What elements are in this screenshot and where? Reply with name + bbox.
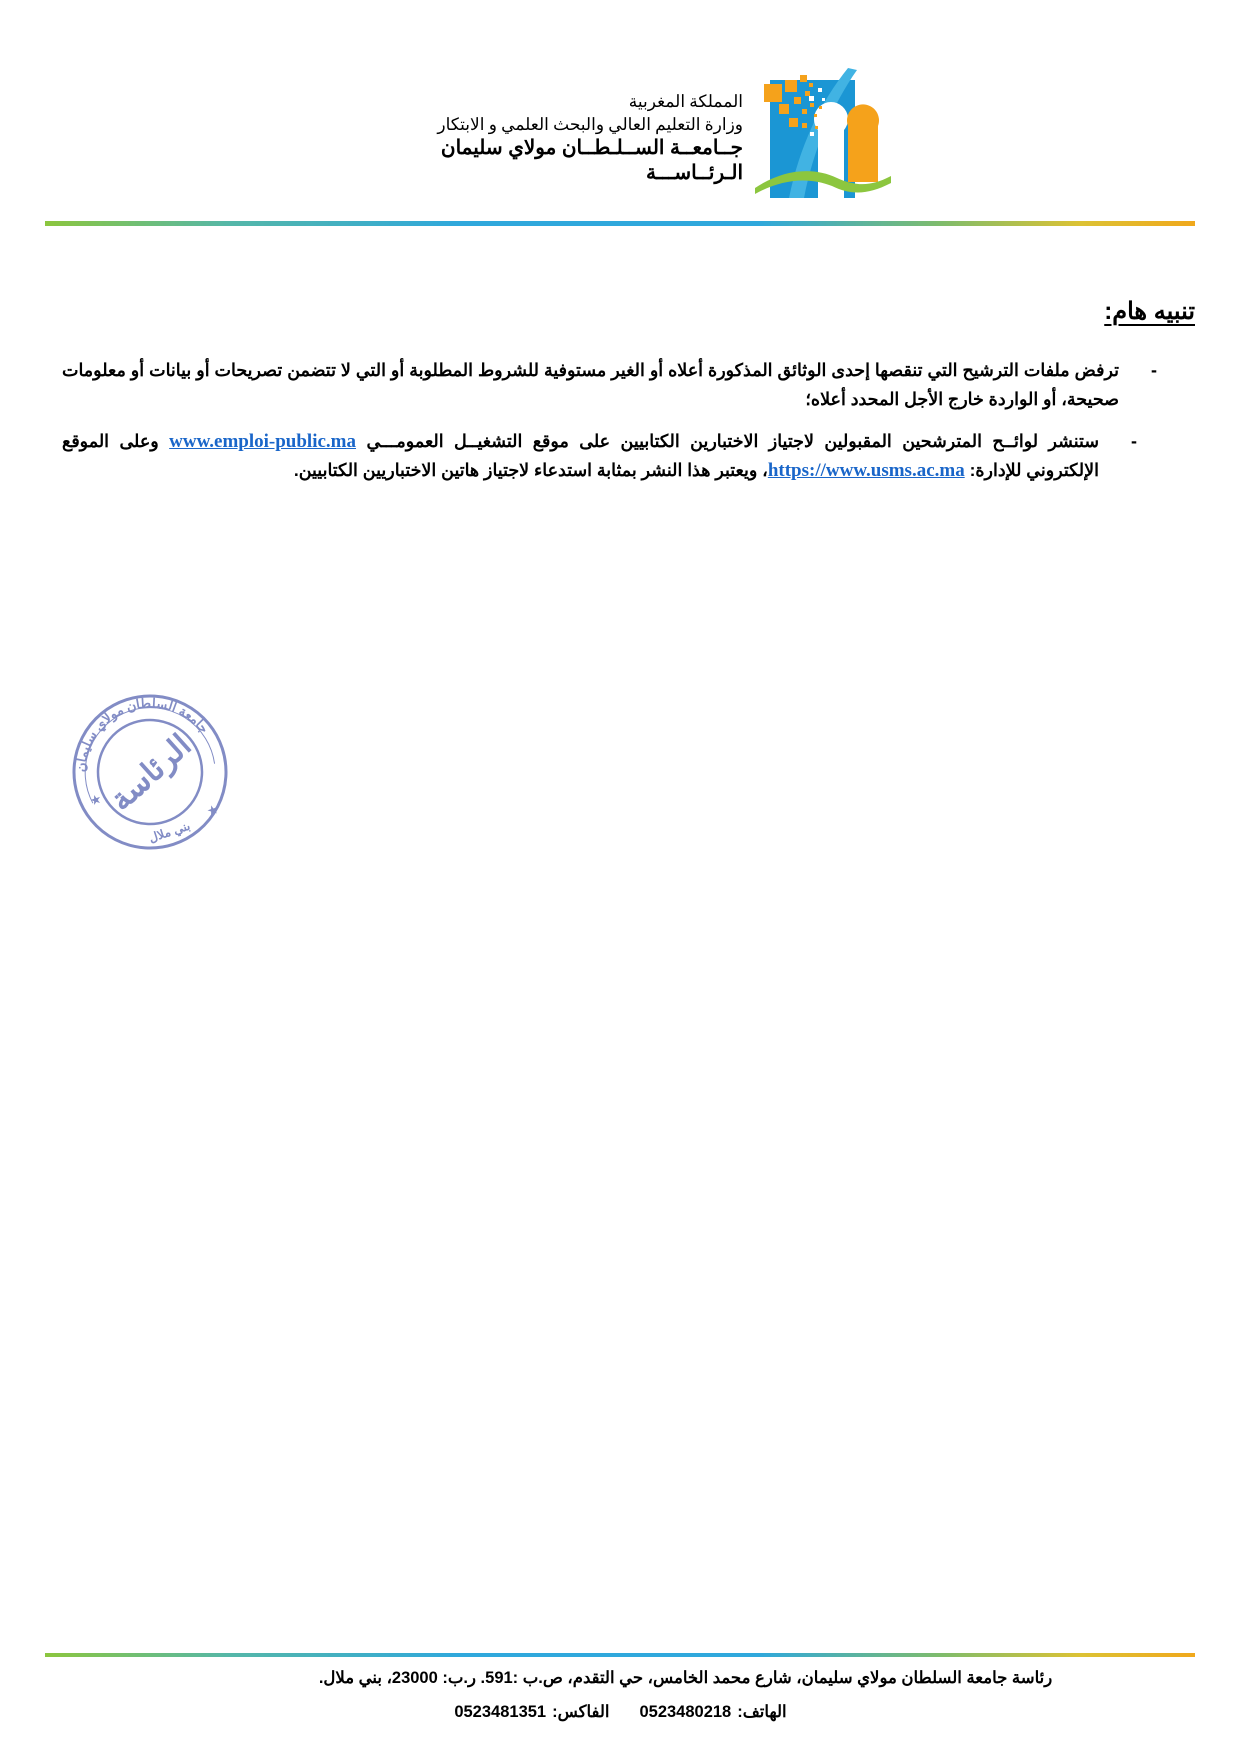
kingdom-line: المملكة المغربية xyxy=(628,92,743,111)
notice-title: تنبيه هام: xyxy=(1104,297,1195,325)
bullet-rejection-text: ترفض ملفات الترشيح التي تنقصها إحدى الوثائق المذكورة أعلاه أو الغير مستوفية للشروط المطلوبة أو التي لا تتضمن تصريحات أو بيانات أو معلومات صحيحة، أو الواردة خارج الأجل المحدد أعلاه؛ xyxy=(62,360,1119,409)
notice-body xyxy=(62,356,1157,498)
bullet-rejection xyxy=(62,356,1157,414)
bullet-dash: - xyxy=(1131,431,1137,451)
phone-number: 0523480218 xyxy=(639,1703,732,1721)
footer-divider xyxy=(45,1653,1195,1657)
footer-address: رئاسة جامعة السلطان مولاي سليمان، شارع محمد الخامس، حي التقدم، ص.ب :591. ر.ب: 23000، بني ملال. xyxy=(318,1669,1053,1687)
text-segment: ستنشر لوائــح المترشحين المقبولين لاجتياز الاختبارين الكتابيين على موقع التشغيــل العمومـــي xyxy=(356,431,1099,451)
fax-label: الفاكس: xyxy=(552,1703,610,1721)
fax-number: 0523481351 xyxy=(454,1703,547,1721)
footer-contact xyxy=(0,1702,1241,1722)
bullet-publication-text xyxy=(62,427,1099,485)
usms-website-link[interactable]: https://www.usms.ac.ma xyxy=(767,460,965,481)
emploi-public-link[interactable]: www.emploi-public.ma xyxy=(169,431,357,452)
stamp-star-icon: ★ xyxy=(204,801,221,819)
presidency-line: الـرئــاســـة xyxy=(646,162,743,184)
stamp-center-text: الرئاسة xyxy=(103,727,198,818)
official-stamp xyxy=(64,684,236,860)
stamp-city-text: بني ملال xyxy=(147,818,192,846)
letterhead xyxy=(437,90,743,186)
phone-pair xyxy=(639,1703,786,1721)
text-segment: وعلى الموقع الإلكتروني للإدارة: xyxy=(62,431,1099,480)
text-segment: ، ويعتبر هذا النشر بمثابة استدعاء لاجتياز هاتين الاختباريين الكتابيين. xyxy=(293,460,768,480)
university-logo-icon xyxy=(752,66,895,200)
university-line: جــامعــة الســلـطــان مولاي سليمان xyxy=(440,137,743,159)
fax-pair xyxy=(454,1703,609,1721)
stamp-ring-text: جامعة السلطان مولاي سليمان xyxy=(73,695,212,773)
bullet-publication xyxy=(62,427,1137,485)
header-divider xyxy=(45,221,1195,226)
stamp-star-icon: ★ xyxy=(87,790,104,809)
ministry-line: وزارة التعليم العالي والبحث العلمي و الابتكار xyxy=(437,115,743,134)
phone-label: الهاتف: xyxy=(737,1703,787,1721)
bullet-dash: - xyxy=(1151,360,1157,380)
